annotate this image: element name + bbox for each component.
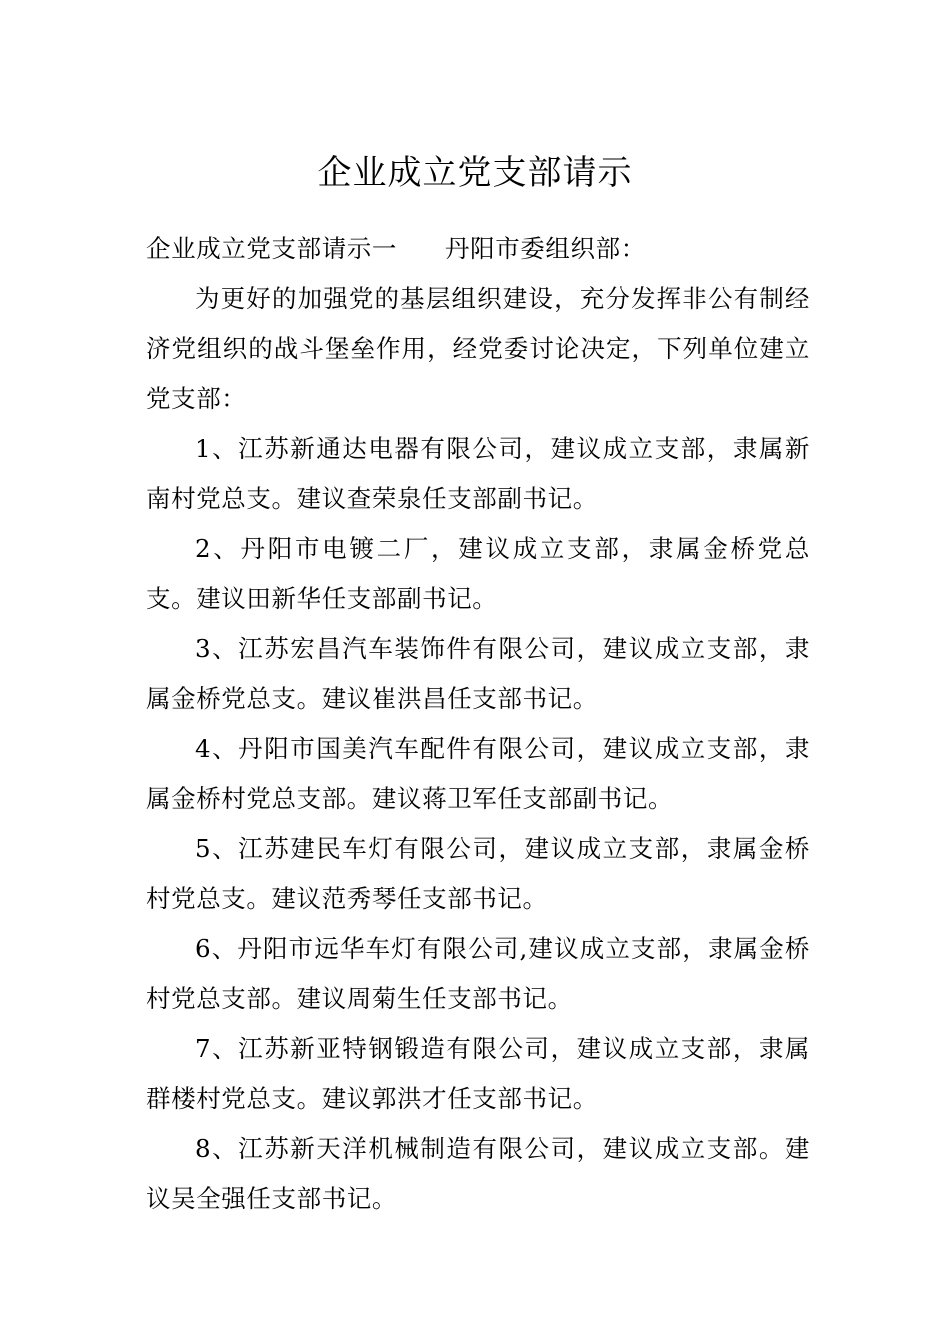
document-body xyxy=(146,224,810,1224)
list-item: 5、江苏建民车灯有限公司，建议成立支部，隶属金桥村党总支。建议范秀琴任支部书记。 xyxy=(146,834,810,913)
list-item: 8、江苏新天洋机械制造有限公司，建议成立支部。建议吴全强任支部书记。 xyxy=(146,1134,810,1213)
list-item: 2、丹阳市电镀二厂，建议成立支部，隶属金桥党总支。建议田新华任支部副书记。 xyxy=(146,534,810,613)
document-title: 企业成立党支部请示 xyxy=(317,152,633,193)
list-item: 7、江苏新亚特钢锻造有限公司，建议成立支部，隶属群楼村党总支。建议郭洪才任支部书记。 xyxy=(146,1034,810,1113)
salutation-prefix: 企业成立党支部请示一 xyxy=(146,234,397,263)
salutation-recipient: 丹阳市委组织部： xyxy=(445,234,646,263)
list-item: 3、江苏宏昌汽车装饰件有限公司，建议成立支部，隶属金桥党总支。建议崔洪昌任支部书记。 xyxy=(146,634,810,713)
list-item: 4、丹阳市国美汽车配件有限公司，建议成立支部，隶属金桥村党总支部。建议蒋卫军任支部副书记。 xyxy=(146,734,810,813)
list-item: 1、江苏新通达电器有限公司，建议成立支部，隶属新南村党总支。建议查荣泉任支部副书记。 xyxy=(146,434,810,513)
intro-paragraph: 为更好的加强党的基层组织建设，充分发挥非公有制经济党组织的战斗堡垒作用，经党委讨论决定，下列单位建立党支部： xyxy=(146,284,810,413)
list-item: 6、丹阳市远华车灯有限公司,建议成立支部，隶属金桥村党总支部。建议周菊生任支部书记。 xyxy=(146,934,810,1013)
salutation-line xyxy=(146,224,810,274)
